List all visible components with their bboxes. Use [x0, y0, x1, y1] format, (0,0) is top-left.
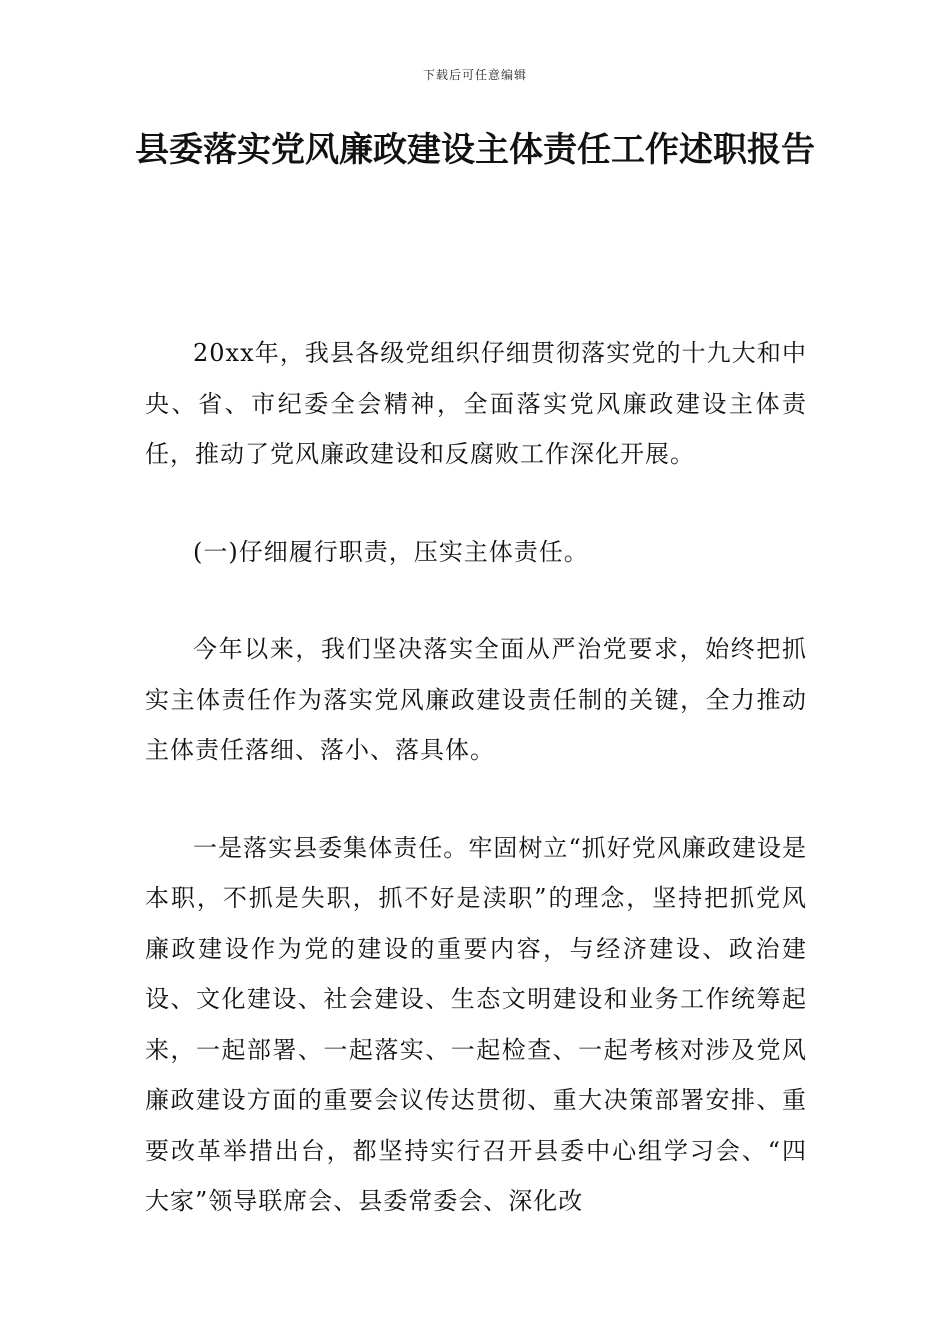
paragraph-intro: 20xx年，我县各级党组织仔细贯彻落实党的十九大和中央、省、市纪委全会精神，全面落实党风廉政建设主体责任，推动了党风廉政建设和反腐败工作深化开展。 — [145, 339, 807, 468]
document-body — [145, 328, 807, 1227]
document-title: 县委落实党风廉政建设主体责任工作述职报告 — [135, 130, 815, 170]
paragraph-gap — [145, 480, 807, 527]
section-heading: (一)仔细履行职责，压实主体责任。 — [193, 537, 589, 566]
paragraph-gap — [145, 577, 807, 624]
paragraph-section-summary: 今年以来，我们坚决落实全面从严治党要求，始终把抓实主体责任作为落实党风廉政建设责任制的关键，全力推动主体责任落细、落小、落具体。 — [145, 635, 807, 764]
header-note: 下载后可任意编辑 — [422, 68, 527, 82]
paragraph-gap — [145, 776, 807, 823]
paragraph-point-one: 一是落实县委集体责任。牢固树立“抓好党风廉政建设是本职，不抓是失职，抓不好是渎职”的理念，坚持把抓党风廉政建设作为党的建设的重要内容，与经济建设、政治建设、文化建设、社会建设、生态文明建设和业务工作统筹起来，一起部署、一起落实、一起检查、一起考核对涉及党风廉政建设方面的重要会议传达贯彻、重大决策部署安排、重要改革举措出台，都坚持实行召开县委中心组学习会、“四大家”领导联席会、县委常委会、深化改 — [145, 833, 807, 1215]
